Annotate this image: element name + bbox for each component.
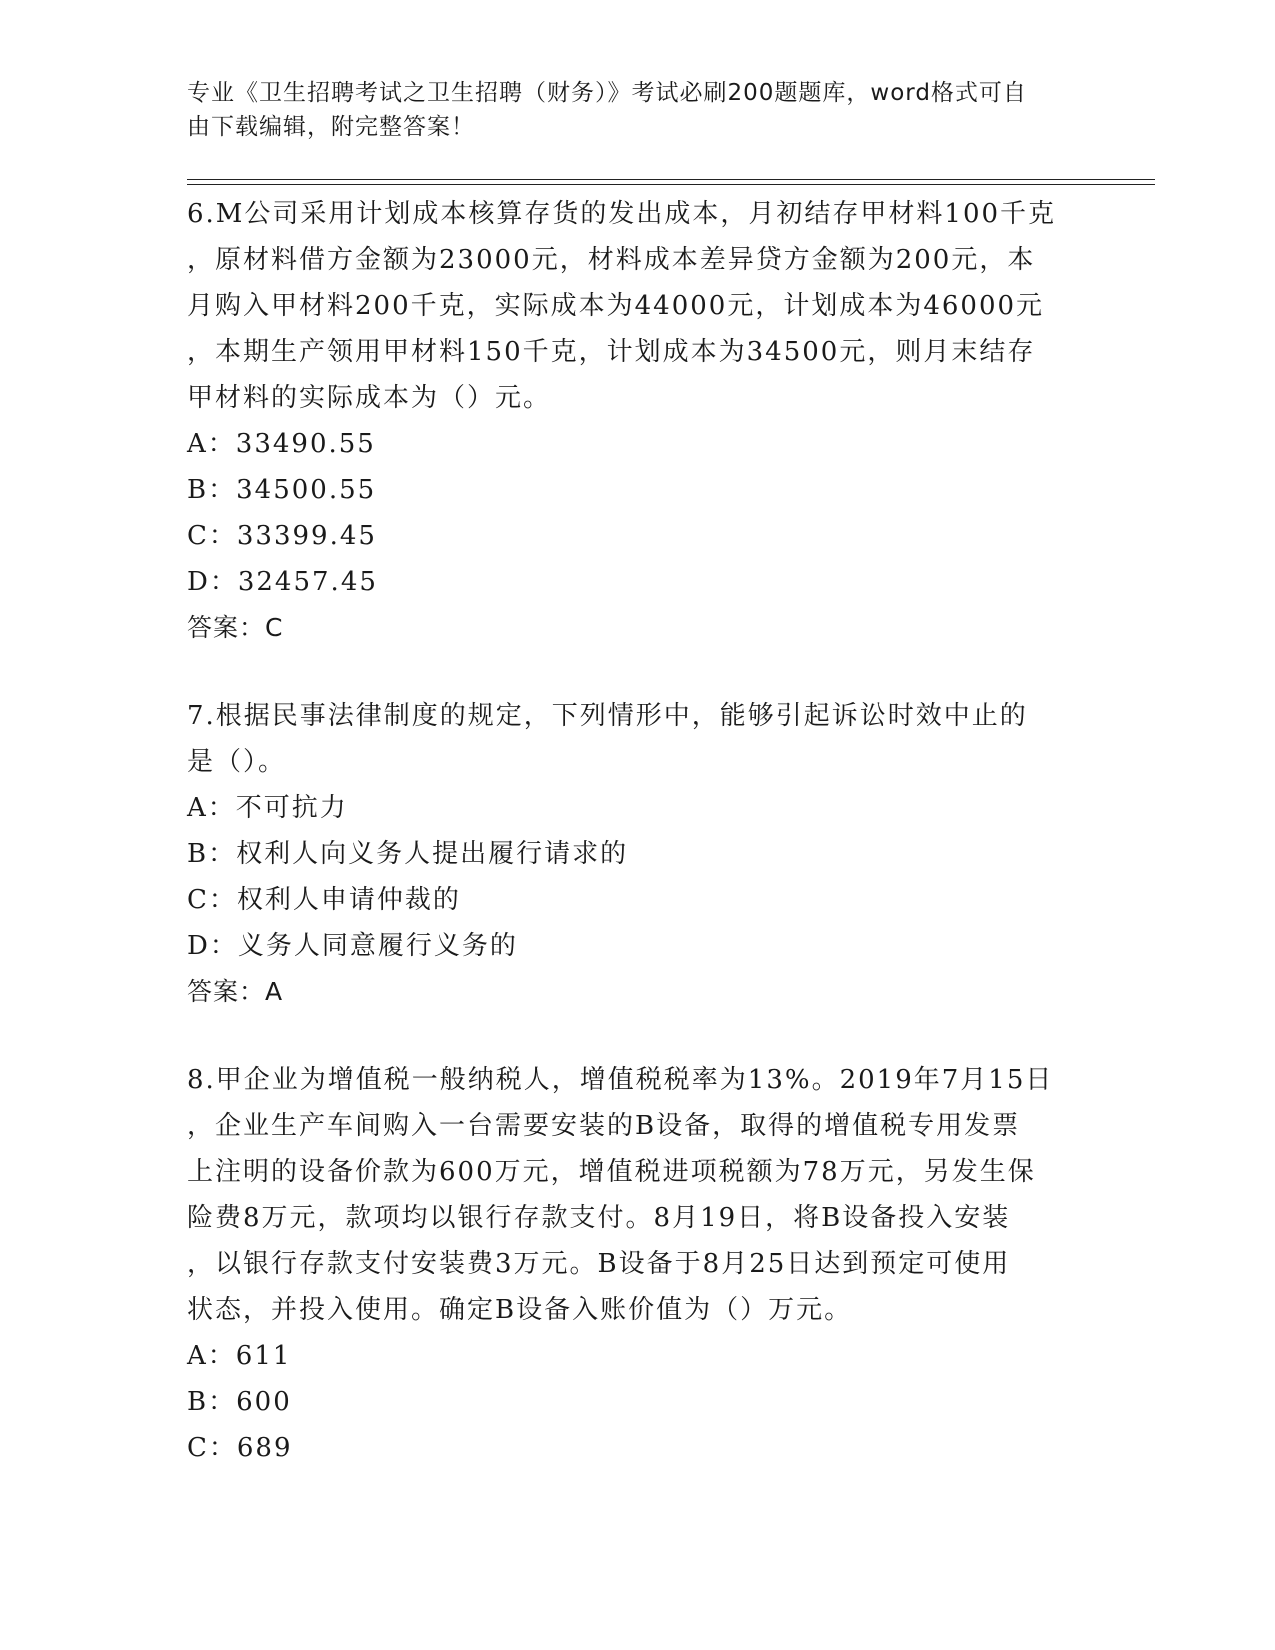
stem-line: ，以银行存款支付安装费3万元。B设备于8月25日达到预定可使用 — [187, 1249, 1011, 1279]
stem-line: ，本期生产领用甲材料150千克，计划成本为34500元，则月末结存 — [187, 337, 1036, 367]
stem-line: 状态，并投入使用。确定B设备入账价值为（）万元。 — [187, 1295, 853, 1325]
option-d: D：义务人同意履行义务的 — [187, 931, 518, 961]
stem-line: 上注明的设备价款为600万元，增值税进项税额为78万元，另发生保 — [187, 1157, 1036, 1187]
stem-line: 7.根据民事法律制度的规定，下列情形中，能够引起诉讼时效中止的 — [187, 701, 1028, 731]
option-b: B：34500.55 — [187, 475, 377, 505]
question-list — [187, 191, 1087, 1471]
spacer — [187, 1015, 1087, 1057]
header-divider — [187, 179, 1155, 180]
option-a: A：611 — [187, 1341, 292, 1371]
question-7 — [187, 693, 1087, 1015]
option-b: B：600 — [187, 1387, 292, 1417]
document-header — [187, 76, 1067, 144]
option-b: B：权利人向义务人提出履行请求的 — [187, 839, 629, 869]
stem-line: 8.甲企业为增值税一般纳税人，增值税税率为13%。2019年7月15日 — [187, 1065, 1054, 1095]
question-stem — [187, 1057, 1087, 1333]
option-a: A：33490.55 — [187, 429, 376, 459]
header-divider — [187, 184, 1155, 185]
option-c: C：权利人申请仲裁的 — [187, 885, 461, 915]
stem-line: 险费8万元，款项均以银行存款支付。8月19日，将B设备投入安装 — [187, 1203, 1011, 1233]
answer-line: 答案：A — [187, 977, 284, 1006]
stem-line: 月购入甲材料200千克，实际成本为44000元，计划成本为46000元 — [187, 291, 1045, 321]
answer-line: 答案：C — [187, 613, 284, 642]
question-stem — [187, 191, 1087, 421]
option-c: C：33399.45 — [187, 521, 377, 551]
stem-line: 6.M公司采用计划成本核算存货的发出成本，月初结存甲材料100千克 — [187, 199, 1057, 229]
stem-line: 甲材料的实际成本为（）元。 — [187, 383, 552, 413]
header-line: 由下载编辑，附完整答案！ — [187, 114, 475, 140]
header-line: 专业《卫生招聘考试之卫生招聘（财务）》考试必刷200题题库，word格式可自 — [187, 80, 1027, 106]
question-6 — [187, 191, 1087, 651]
option-a: A：不可抗力 — [187, 793, 348, 823]
spacer — [187, 651, 1087, 693]
stem-line: ，企业生产车间购入一台需要安装的B设备，取得的增值税专用发票 — [187, 1111, 1021, 1141]
question-stem — [187, 693, 1087, 785]
stem-line: 是（）。 — [187, 747, 287, 777]
option-d: D：32457.45 — [187, 567, 378, 597]
stem-line: ，原材料借方金额为23000元，材料成本差异贷方金额为200元，本 — [187, 245, 1036, 275]
question-8 — [187, 1057, 1087, 1471]
option-c: C：689 — [187, 1433, 293, 1463]
